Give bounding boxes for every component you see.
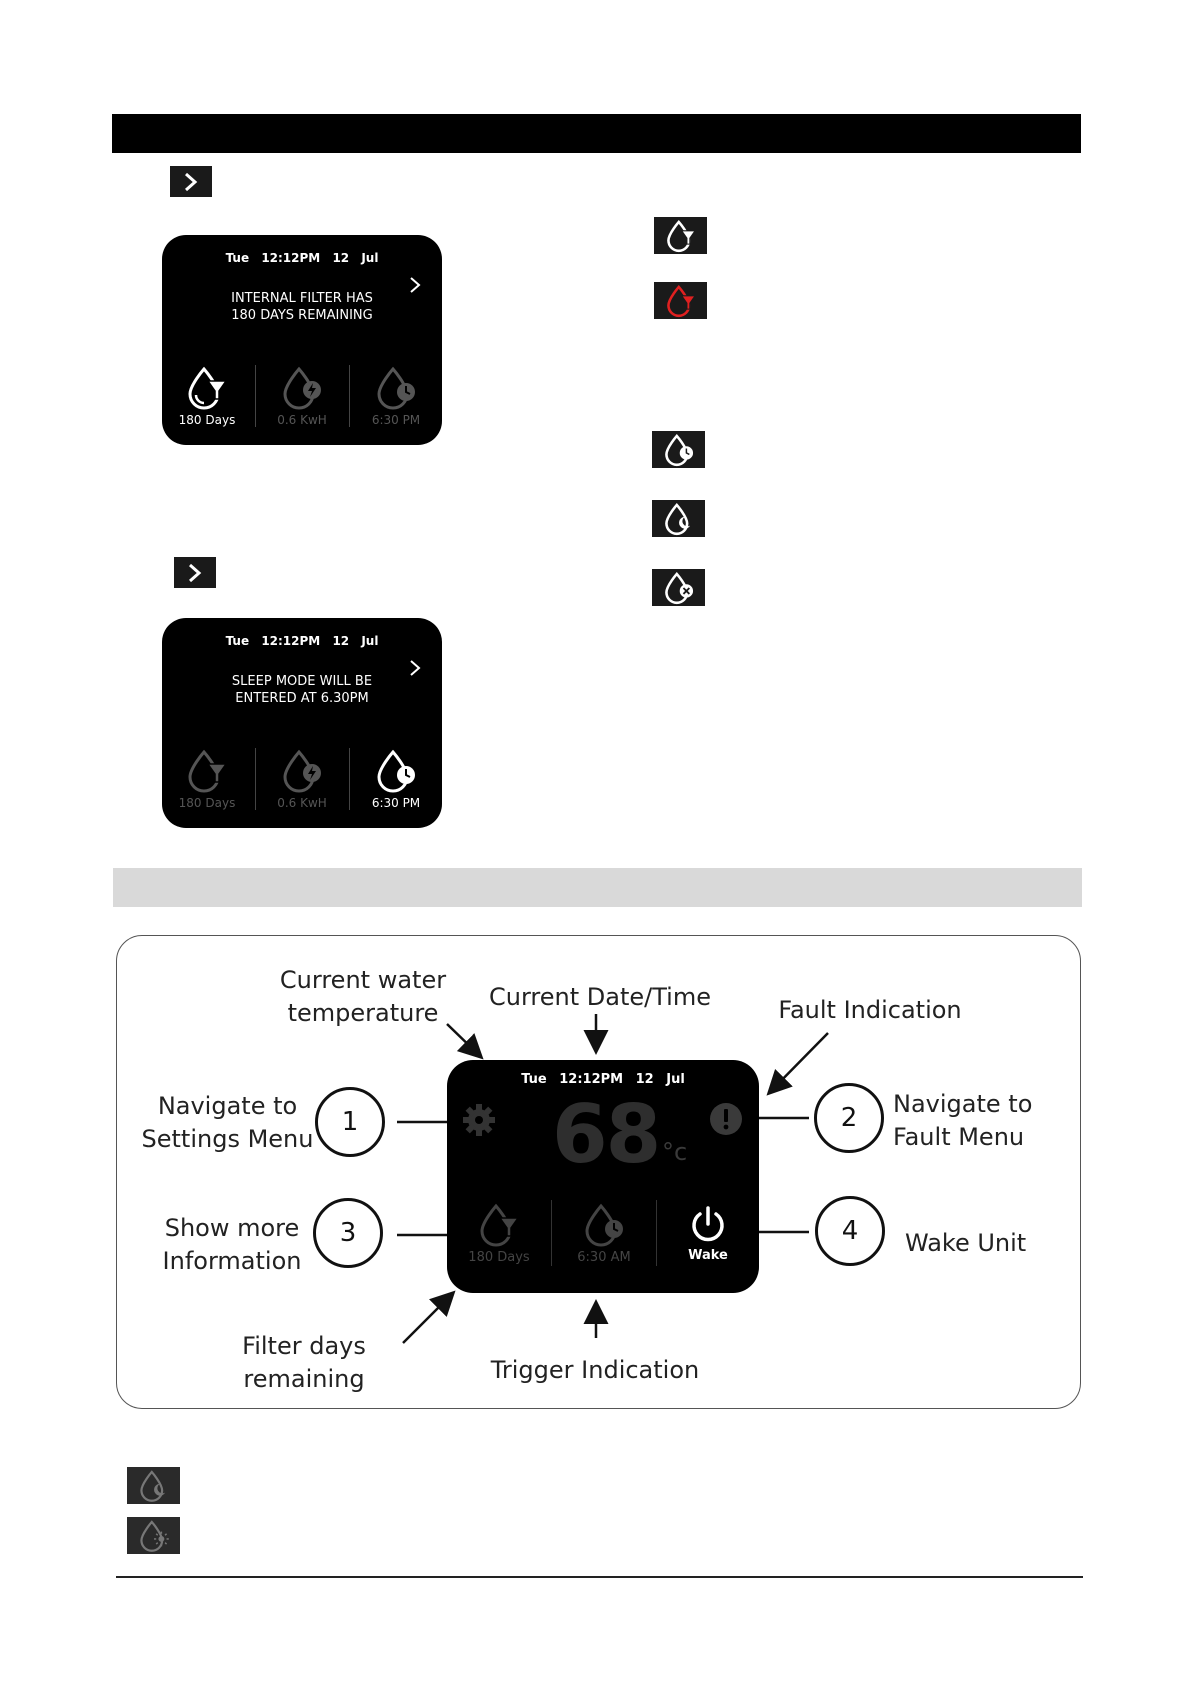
day-dim-tile — [127, 1517, 180, 1554]
date-text: 12 Jul — [332, 634, 379, 648]
gear-icon[interactable] — [461, 1102, 497, 1138]
time-text: 12:12PM — [261, 251, 321, 265]
screen-datetime — [447, 1072, 759, 1087]
fault-alert-icon[interactable] — [709, 1102, 743, 1136]
screen-message: SLEEP MODE WILL BE ENTERED AT 6.30PM — [231, 674, 373, 706]
number-1-marker: 1 — [315, 1087, 385, 1157]
temperature-unit: °c — [662, 1138, 688, 1166]
slot-label: Wake — [688, 1248, 728, 1263]
callout-filter-days: Filter days remaining — [242, 1332, 366, 1393]
callout-wake-unit: Wake Unit — [905, 1229, 1027, 1257]
wake-button[interactable] — [657, 1202, 759, 1263]
slot-label: 6:30 PM — [371, 413, 421, 427]
screen-message: INTERNAL FILTER HAS 180 DAYS REMAINING — [231, 291, 373, 323]
time-text: 12:12PM — [261, 634, 321, 648]
slot-label: 6:30 PM — [371, 796, 421, 810]
slot-schedule[interactable] — [552, 1202, 656, 1265]
number-3-marker: 3 — [313, 1198, 383, 1268]
day-text: Tue — [225, 251, 250, 265]
main-display-screen — [447, 1060, 759, 1293]
drop-moon-icon — [137, 1469, 171, 1503]
slot-label: 180 Days — [468, 1250, 530, 1265]
date-text: 12 Jul — [332, 251, 379, 265]
callout-water-temperature: Current water temperature — [279, 966, 447, 1027]
day-text: Tue — [225, 634, 250, 648]
footer-divider — [116, 1576, 1083, 1578]
time-text: 12:12PM — [559, 1072, 624, 1087]
day-text: Tue — [521, 1072, 547, 1087]
number-2-marker: 2 — [814, 1083, 884, 1153]
slot-label: 6:30 AM — [577, 1250, 631, 1265]
callout-settings-menu: Navigate to Settings Menu — [141, 1092, 314, 1153]
slot-filter[interactable] — [447, 1202, 551, 1265]
callout-trigger-indication: Trigger Indication — [490, 1356, 700, 1384]
slot-label: 180 Days — [178, 796, 236, 810]
callout-date-time: Current Date/Time — [489, 983, 711, 1011]
drop-filter-icon — [476, 1202, 522, 1248]
date-text: 12 Jul — [635, 1072, 685, 1087]
callout-fault-menu: Navigate to Fault Menu — [893, 1090, 1033, 1151]
number-4-marker: 4 — [815, 1196, 885, 1266]
drop-sun-icon — [137, 1519, 171, 1553]
callout-more-information: Show more Information — [162, 1214, 302, 1275]
water-temperature-value: 68 — [552, 1088, 660, 1181]
callout-fault-indication: Fault Indication — [778, 996, 962, 1024]
slot-label: 180 Days — [178, 413, 236, 427]
slot-label: 0.6 KwH — [277, 413, 327, 427]
sleep-dim-tile — [127, 1467, 180, 1504]
slot-label: 0.6 KwH — [277, 796, 327, 810]
drop-clock-icon — [581, 1202, 627, 1248]
power-icon — [688, 1202, 728, 1246]
